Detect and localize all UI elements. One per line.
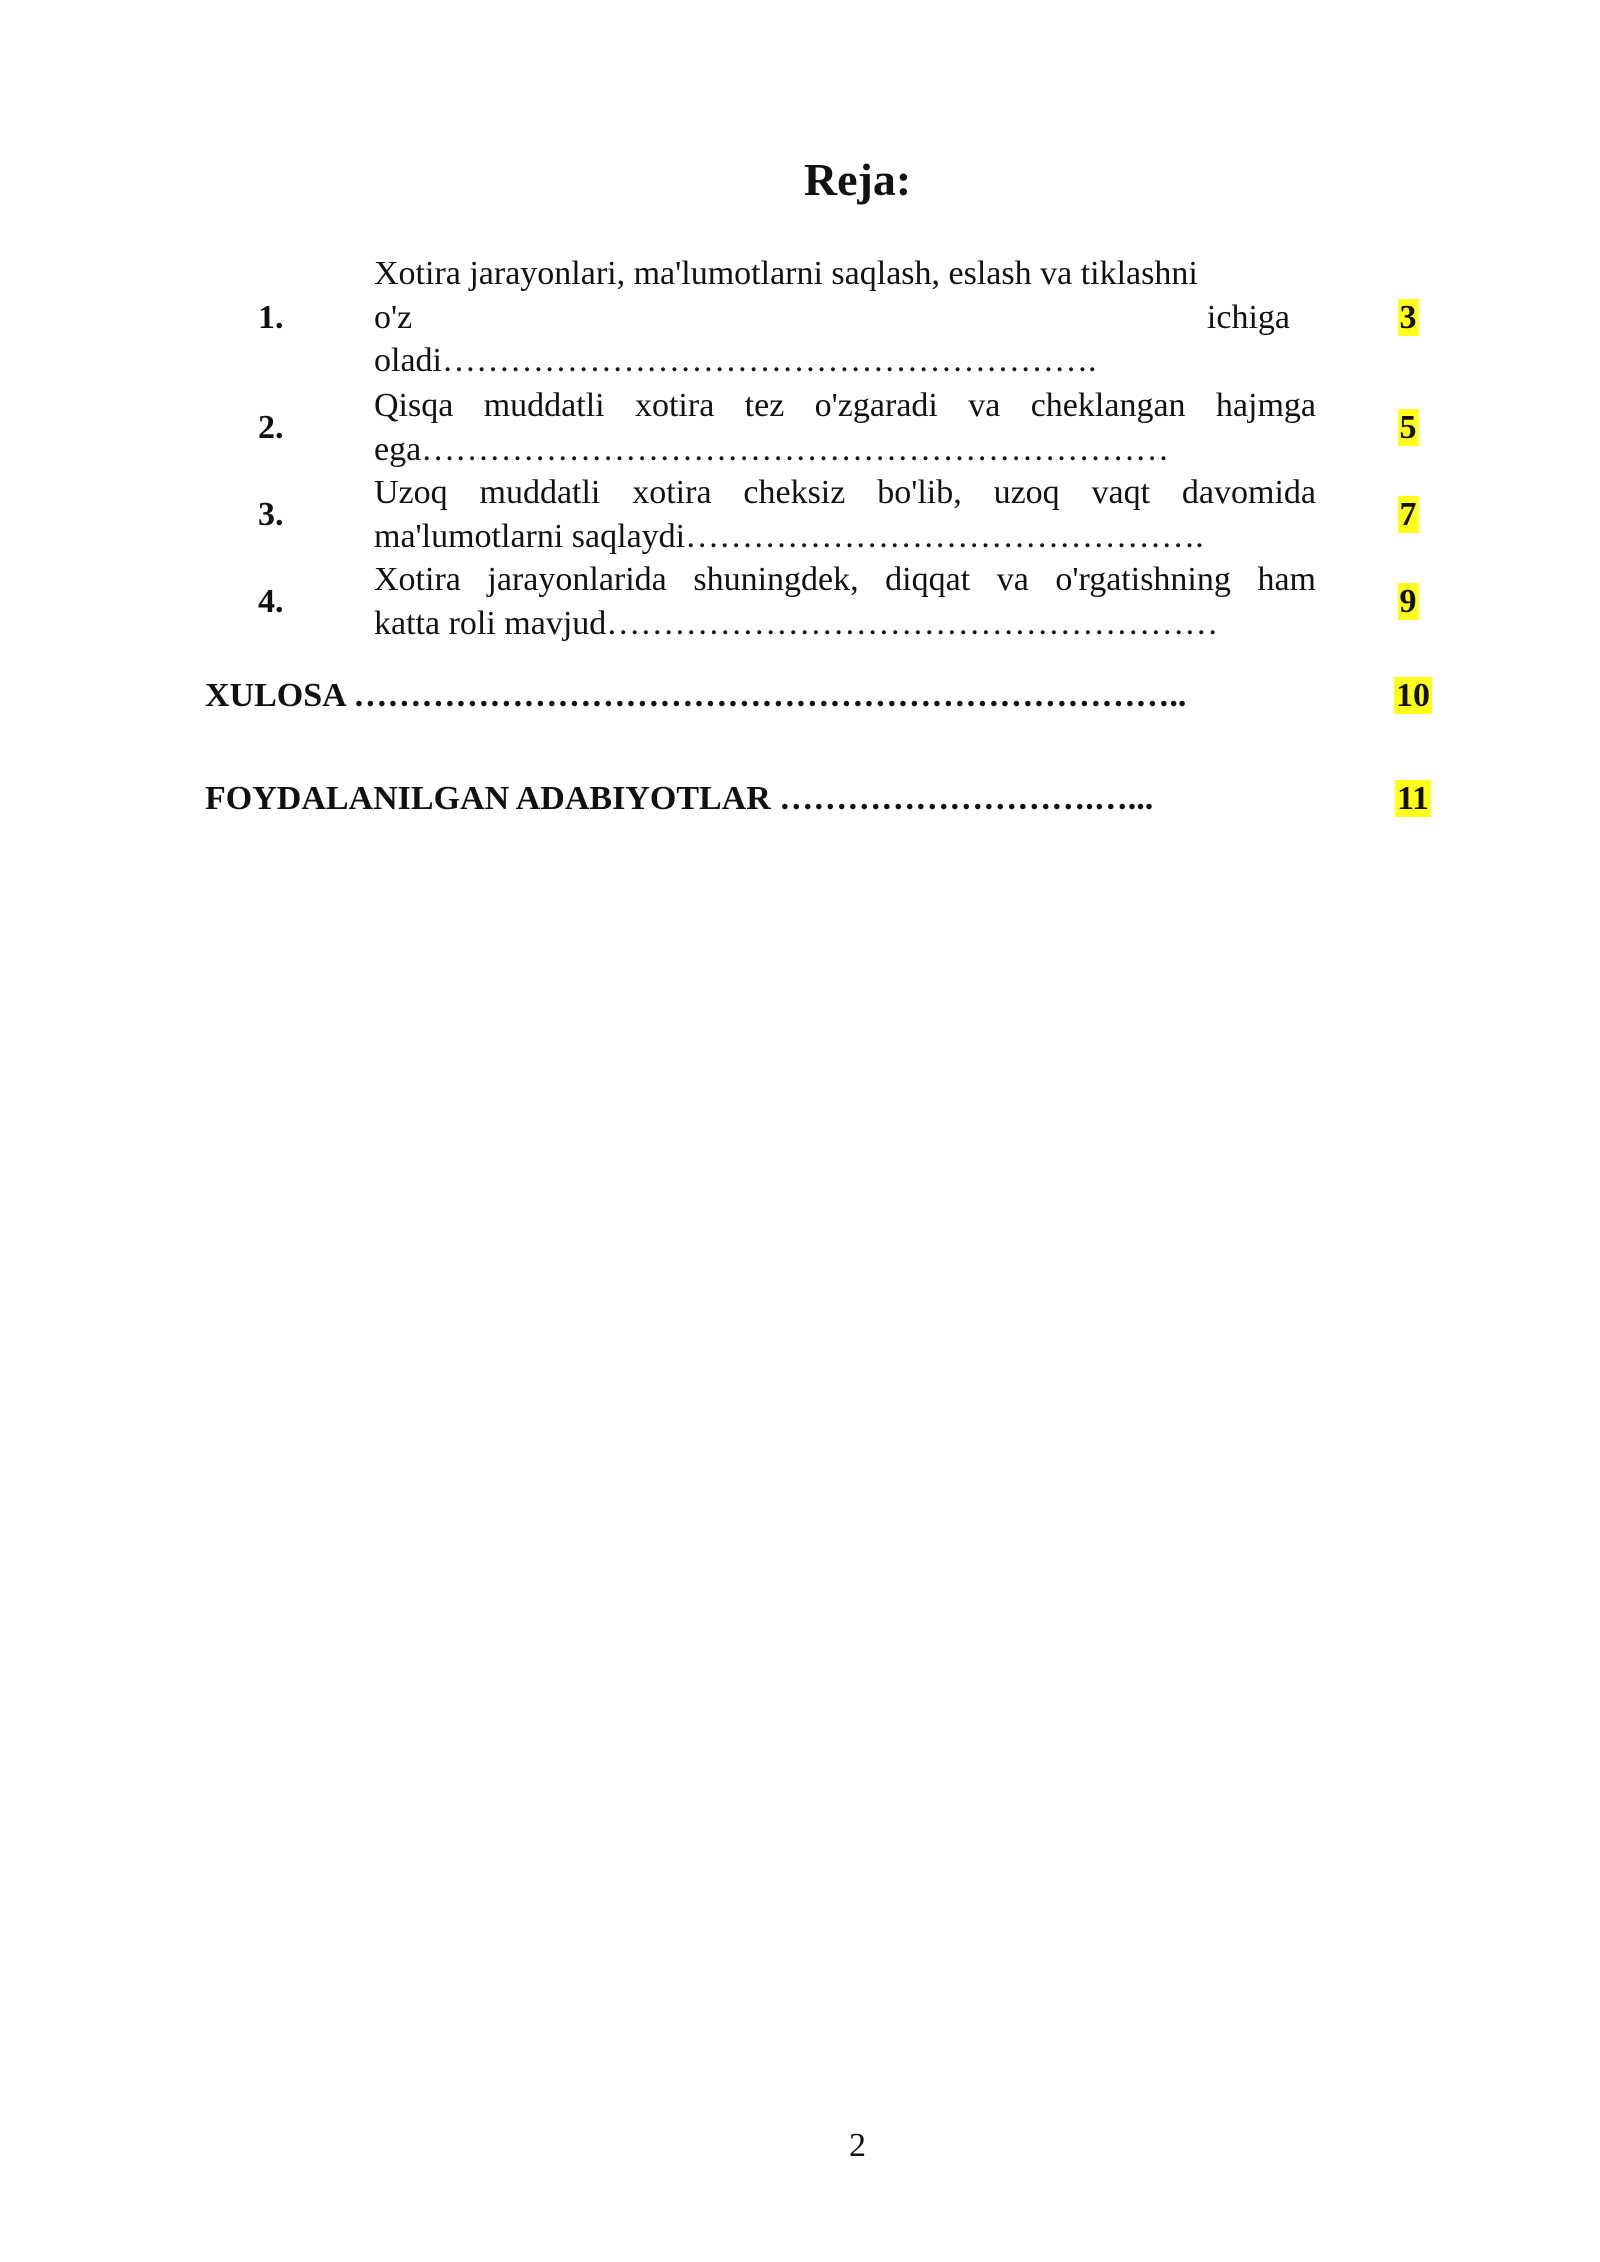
page-title: Reja: [803, 154, 912, 205]
toc-item-line: katta roli mavjud……………………………………………… [374, 604, 1219, 642]
toc-item-line: Qisqa muddatli xotira tez o'zgaradi va cheklangan hajmga [374, 387, 1316, 424]
toc-item-4 [200, 558, 1430, 646]
toc-item-line: Xotira jarayonlari, ma'lumotlarni saqlash, eslash va tiklashni [374, 255, 1198, 292]
toc-item-text [374, 384, 1316, 471]
toc-item-word: o'z [374, 298, 413, 336]
toc-item-number: 3. [258, 496, 284, 533]
page-number: 2 [849, 2127, 866, 2164]
toc-item-2 [200, 384, 1430, 472]
toc-item-line: Uzoq muddatli xotira cheksiz bo'lib, uzoq vaqt davomida [374, 474, 1316, 511]
toc-page-number-highlight: 5 [1399, 409, 1417, 446]
toc-item-number: 2. [258, 409, 284, 446]
toc-item-line: oladi…………………………………………………. [374, 342, 1097, 379]
toc-item-3 [200, 471, 1430, 559]
toc-page-number [1386, 493, 1430, 537]
toc-item-1 [200, 252, 1430, 384]
toc-item-line [374, 296, 1290, 340]
toc-page-number [1386, 296, 1430, 340]
toc-page-number-highlight: 11 [1396, 780, 1430, 817]
toc-page-number-highlight: 3 [1399, 299, 1417, 336]
toc-references-label: FOYDALANILGAN ADABIYOTLAR ……………………….…... [205, 780, 1154, 817]
toc-item-line: Xotira jarayonlarida shuningdek, diqqat va o'rgatishning ham [374, 561, 1316, 598]
toc-item-text [374, 558, 1316, 645]
toc-page-number [1386, 406, 1430, 450]
toc-item-line: ega………………………………………………………… [374, 430, 1170, 468]
toc-page-number-highlight: 9 [1399, 583, 1417, 620]
toc-item-word: ichiga [1206, 298, 1290, 336]
toc-item-number: 1. [258, 299, 284, 336]
toc-page-number [1386, 580, 1430, 624]
toc-item-text [374, 252, 1316, 383]
toc-item-number: 4. [258, 583, 284, 620]
toc-page-number-highlight: 7 [1399, 496, 1417, 533]
toc-conclusion-label: XULOSA ……………………………………………………………….. [205, 677, 1187, 714]
toc-page-number [1377, 674, 1449, 718]
toc-item-text [374, 471, 1316, 558]
toc-page-number [1377, 777, 1449, 821]
toc-item-line: ma'lumotlarni saqlaydi………………………………………. [374, 517, 1204, 555]
toc-page-number-highlight: 10 [1396, 677, 1430, 714]
